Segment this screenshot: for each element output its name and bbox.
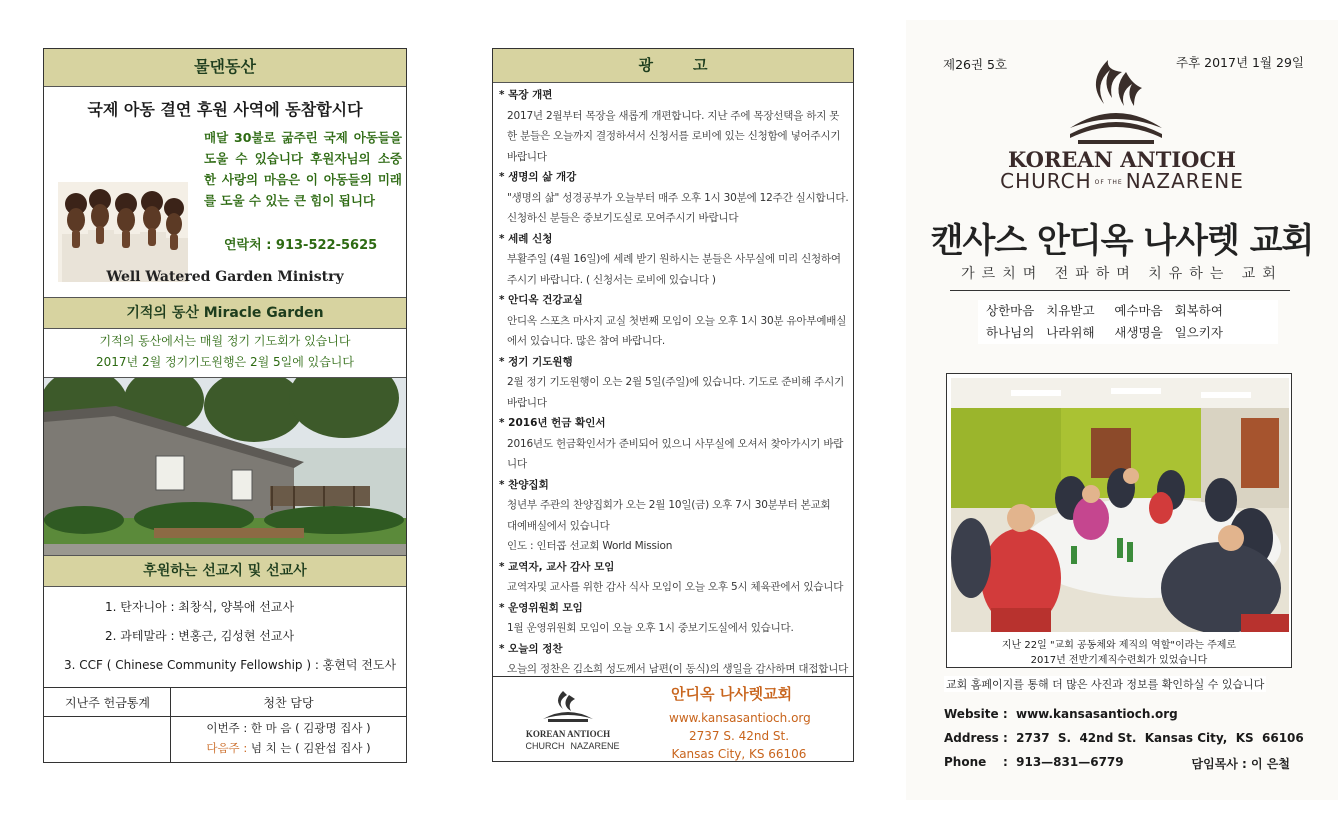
church-footer — [493, 677, 853, 761]
sponsorship-body: 매달 30불로 굶주린 국제 아동들을 도울 수 있습니다 후원자님의 소중한 사랑의 마음은 이 아동들의 미래를 도울 수 있는 큰 힘이 됩니다 — [204, 130, 402, 208]
homepage-note: 교회 홈페이지를 통해 더 많은 사진과 정보를 확인하실 수 있습니다 — [946, 678, 1265, 691]
announcement-title: * 정기 기도원행 — [499, 355, 573, 368]
left-panel — [43, 48, 407, 763]
announcement-line: 안디옥 스포츠 마사지 교실 첫번째 모임이 오늘 오후 1시 30분 유아부예배실 — [507, 314, 847, 327]
announcement-line: 신청하신 분들은 중보기도실로 모여주시기 바랍니다 — [507, 212, 739, 224]
church-logo-small — [513, 685, 623, 757]
missions-list — [44, 587, 406, 687]
announcement-line: 인도 : 인터콥 선교회 World Mission — [507, 540, 673, 552]
well-watered-garden-band: 물댄동산 — [44, 49, 406, 87]
contact-website[interactable]: Website : www.kansasantioch.org — [944, 707, 1178, 721]
korean-church-name: 캔사스 안디옥 나사렛 교회 — [930, 221, 1314, 261]
issue-number: 제26권 5호 — [943, 57, 1008, 72]
church-vision — [978, 300, 1278, 344]
footer-address-2: Kansas City, KS 66106 — [671, 747, 807, 761]
svg-text:CHURCH: CHURCH — [525, 741, 565, 751]
meal-duty-next-week: 다음주 : 넘 치 는 ( 김완섭 집사 ) — [206, 741, 371, 755]
meal-duty-this-week: 이번주 : 한 마 음 ( 김광명 집사 ) — [206, 721, 371, 735]
announcement-title: * 생명의 삶 개강 — [499, 171, 577, 183]
announcement-line: 바랍니다 — [507, 396, 547, 409]
meal-duty-header: 청찬 담당 — [263, 696, 314, 710]
right-panel — [906, 20, 1338, 800]
church-motto: 가르치며 전파하며 치유하는 교회 — [961, 266, 1283, 282]
photo-caption-2: 2017년 전반기제직수련회가 있었습니다 — [1030, 655, 1208, 666]
miracle-garden-band: 기적의 동산 Miracle Garden — [44, 297, 406, 329]
contact-phone: Phone : 913—831—6779 — [944, 755, 1124, 769]
announcement-line: 오늘의 정찬은 김소희 성도께서 남편(이 동식)의 생일을 감사하며 대접합니다 — [507, 663, 849, 675]
announcement-title: * 2016년 헌금 확인서 — [499, 417, 606, 429]
miracle-line-2: 2017년 2월 정기기도원행은 2월 5일에 있습니다 — [96, 355, 354, 369]
miracle-garden-info — [44, 329, 406, 377]
announcements-list — [493, 83, 853, 677]
missions-band: 후원하는 선교지 및 선교사 — [44, 555, 406, 587]
footer-church-name: 안디옥 나사렛교회 — [671, 685, 793, 703]
announcement-title: * 찬양집회 — [499, 478, 549, 491]
offering-stats-header: 지난주 헌금통계 — [65, 696, 150, 710]
announcement-line: 1월 운영위원회 모임이 오늘 오후 1시 중보기도실에서 있습니다. — [507, 622, 794, 634]
divider — [950, 290, 1290, 291]
announcement-line: 2월 정기 기도원행이 오는 2월 5일(주일)에 있습니다. 기도로 준비해 주시기 — [507, 376, 845, 388]
vision-line-2: 하나님의 나라위해 새생명을 일으키자 — [986, 325, 1223, 340]
announcement-title: * 안디옥 건강교실 — [499, 294, 583, 306]
praying-children-photo — [58, 182, 188, 282]
footer-website[interactable]: www.kansasantioch.org — [669, 711, 811, 725]
announcement-title: * 교역자, 교사 감사 모임 — [499, 560, 615, 573]
announcement-line: 에서 있습니다. 많은 참여 바랍니다. — [507, 335, 666, 347]
retreat-photo — [951, 378, 1289, 632]
announcement-line: 한 분들은 오늘까지 결정하셔서 신청서를 로비에 있는 신청함에 넣어주시기 — [507, 130, 841, 142]
middle-panel — [492, 48, 854, 762]
english-name-line2: CHURCH OF THE NAZARENE — [1000, 169, 1244, 193]
mission-item-2: 2. 과테말라 : 변홍근, 김성현 선교사 — [105, 629, 295, 643]
announcement-line: 대예배실에서 있습니다 — [507, 519, 610, 532]
prayer-house-photo — [44, 377, 406, 555]
ministry-name: Well Watered Garden Ministry — [106, 269, 344, 285]
bulletin-date: 주후 2017년 1월 29일 — [1176, 55, 1304, 70]
vision-line-1: 상한마음 치유받고 예수마음 회복하여 — [986, 303, 1223, 318]
photo-caption-1: 지난 22일 "교회 공동체와 제직의 역할"이라는 주제로 — [1001, 640, 1237, 651]
sponsorship-headline: 국제 아동 결연 후원 사역에 동참합시다 — [87, 100, 363, 119]
announcement-title: * 목장 개편 — [499, 89, 553, 101]
announcement-line: "생명의 삶" 성경공부가 오늘부터 매주 오후 1시 30분에 12주간 실시합니다. — [507, 191, 849, 204]
child-sponsorship-section — [44, 87, 406, 297]
sponsorship-contact: 연락처 : 913-522-5625 — [224, 238, 378, 253]
mission-item-1: 1. 탄자니아 : 최창식, 양복애 선교사 — [105, 600, 295, 614]
footer-contact — [669, 709, 809, 763]
retreat-photo-box — [946, 373, 1292, 668]
announcement-line: 교역자및 교사를 위한 감사 식사 모임이 오늘 오후 5시 체육관에서 있습니다 — [507, 581, 844, 593]
announcement-line: 청년부 주관의 찬양집회가 오는 2월 10일(금) 오후 7시 30분부터 본교회 — [507, 499, 831, 511]
announcement-line: 2016년도 헌금확인서가 준비되어 있으니 사무실에 오셔서 찾아가시기 바랍 — [507, 437, 844, 450]
svg-text:KOREAN ANTIOCH: KOREAN ANTIOCH — [525, 729, 611, 739]
footer-address-1: 2737 S. 42nd St. — [688, 729, 790, 743]
announcement-title: * 세례 신청 — [499, 232, 553, 245]
offering-table — [44, 687, 406, 762]
announcement-title: * 운영위원회 모임 — [499, 601, 583, 614]
english-name-line1: KOREAN ANTIOCH — [1007, 147, 1237, 172]
announcements-band: 광고 — [493, 49, 853, 83]
senior-pastor: 담임목사 : 이 은철 — [1191, 757, 1290, 771]
announcement-line: 2017년 2월부터 목장을 새롭게 개편합니다. 지난 주에 목장선택을 하지 못 — [507, 109, 840, 122]
contact-address: Address : 2737 S. 42nd St. Kansas City, KS 66106 — [944, 731, 1304, 745]
announcement-title: * 오늘의 정찬 — [499, 642, 563, 655]
svg-text:NAZARENE: NAZARENE — [570, 741, 620, 751]
flame-bible-logo — [1056, 58, 1176, 158]
announcement-line: 주시기 바랍니다. ( 신청서는 로비에 있습니다 ) — [507, 273, 716, 286]
announcement-line: 바랍니다 — [507, 150, 547, 163]
miracle-line-1: 기적의 동산에서는 매월 정기 기도회가 있습니다 — [99, 334, 351, 348]
announcement-line: 니다 — [507, 458, 527, 470]
announcement-line: 부활주일 (4월 16일)에 세례 받기 원하시는 분들은 사무실에 미리 신청하여 — [507, 253, 841, 265]
mission-item-3: 3. CCF ( Chinese Community Fellowship ) : 홍현덕 전도사 — [64, 658, 397, 672]
